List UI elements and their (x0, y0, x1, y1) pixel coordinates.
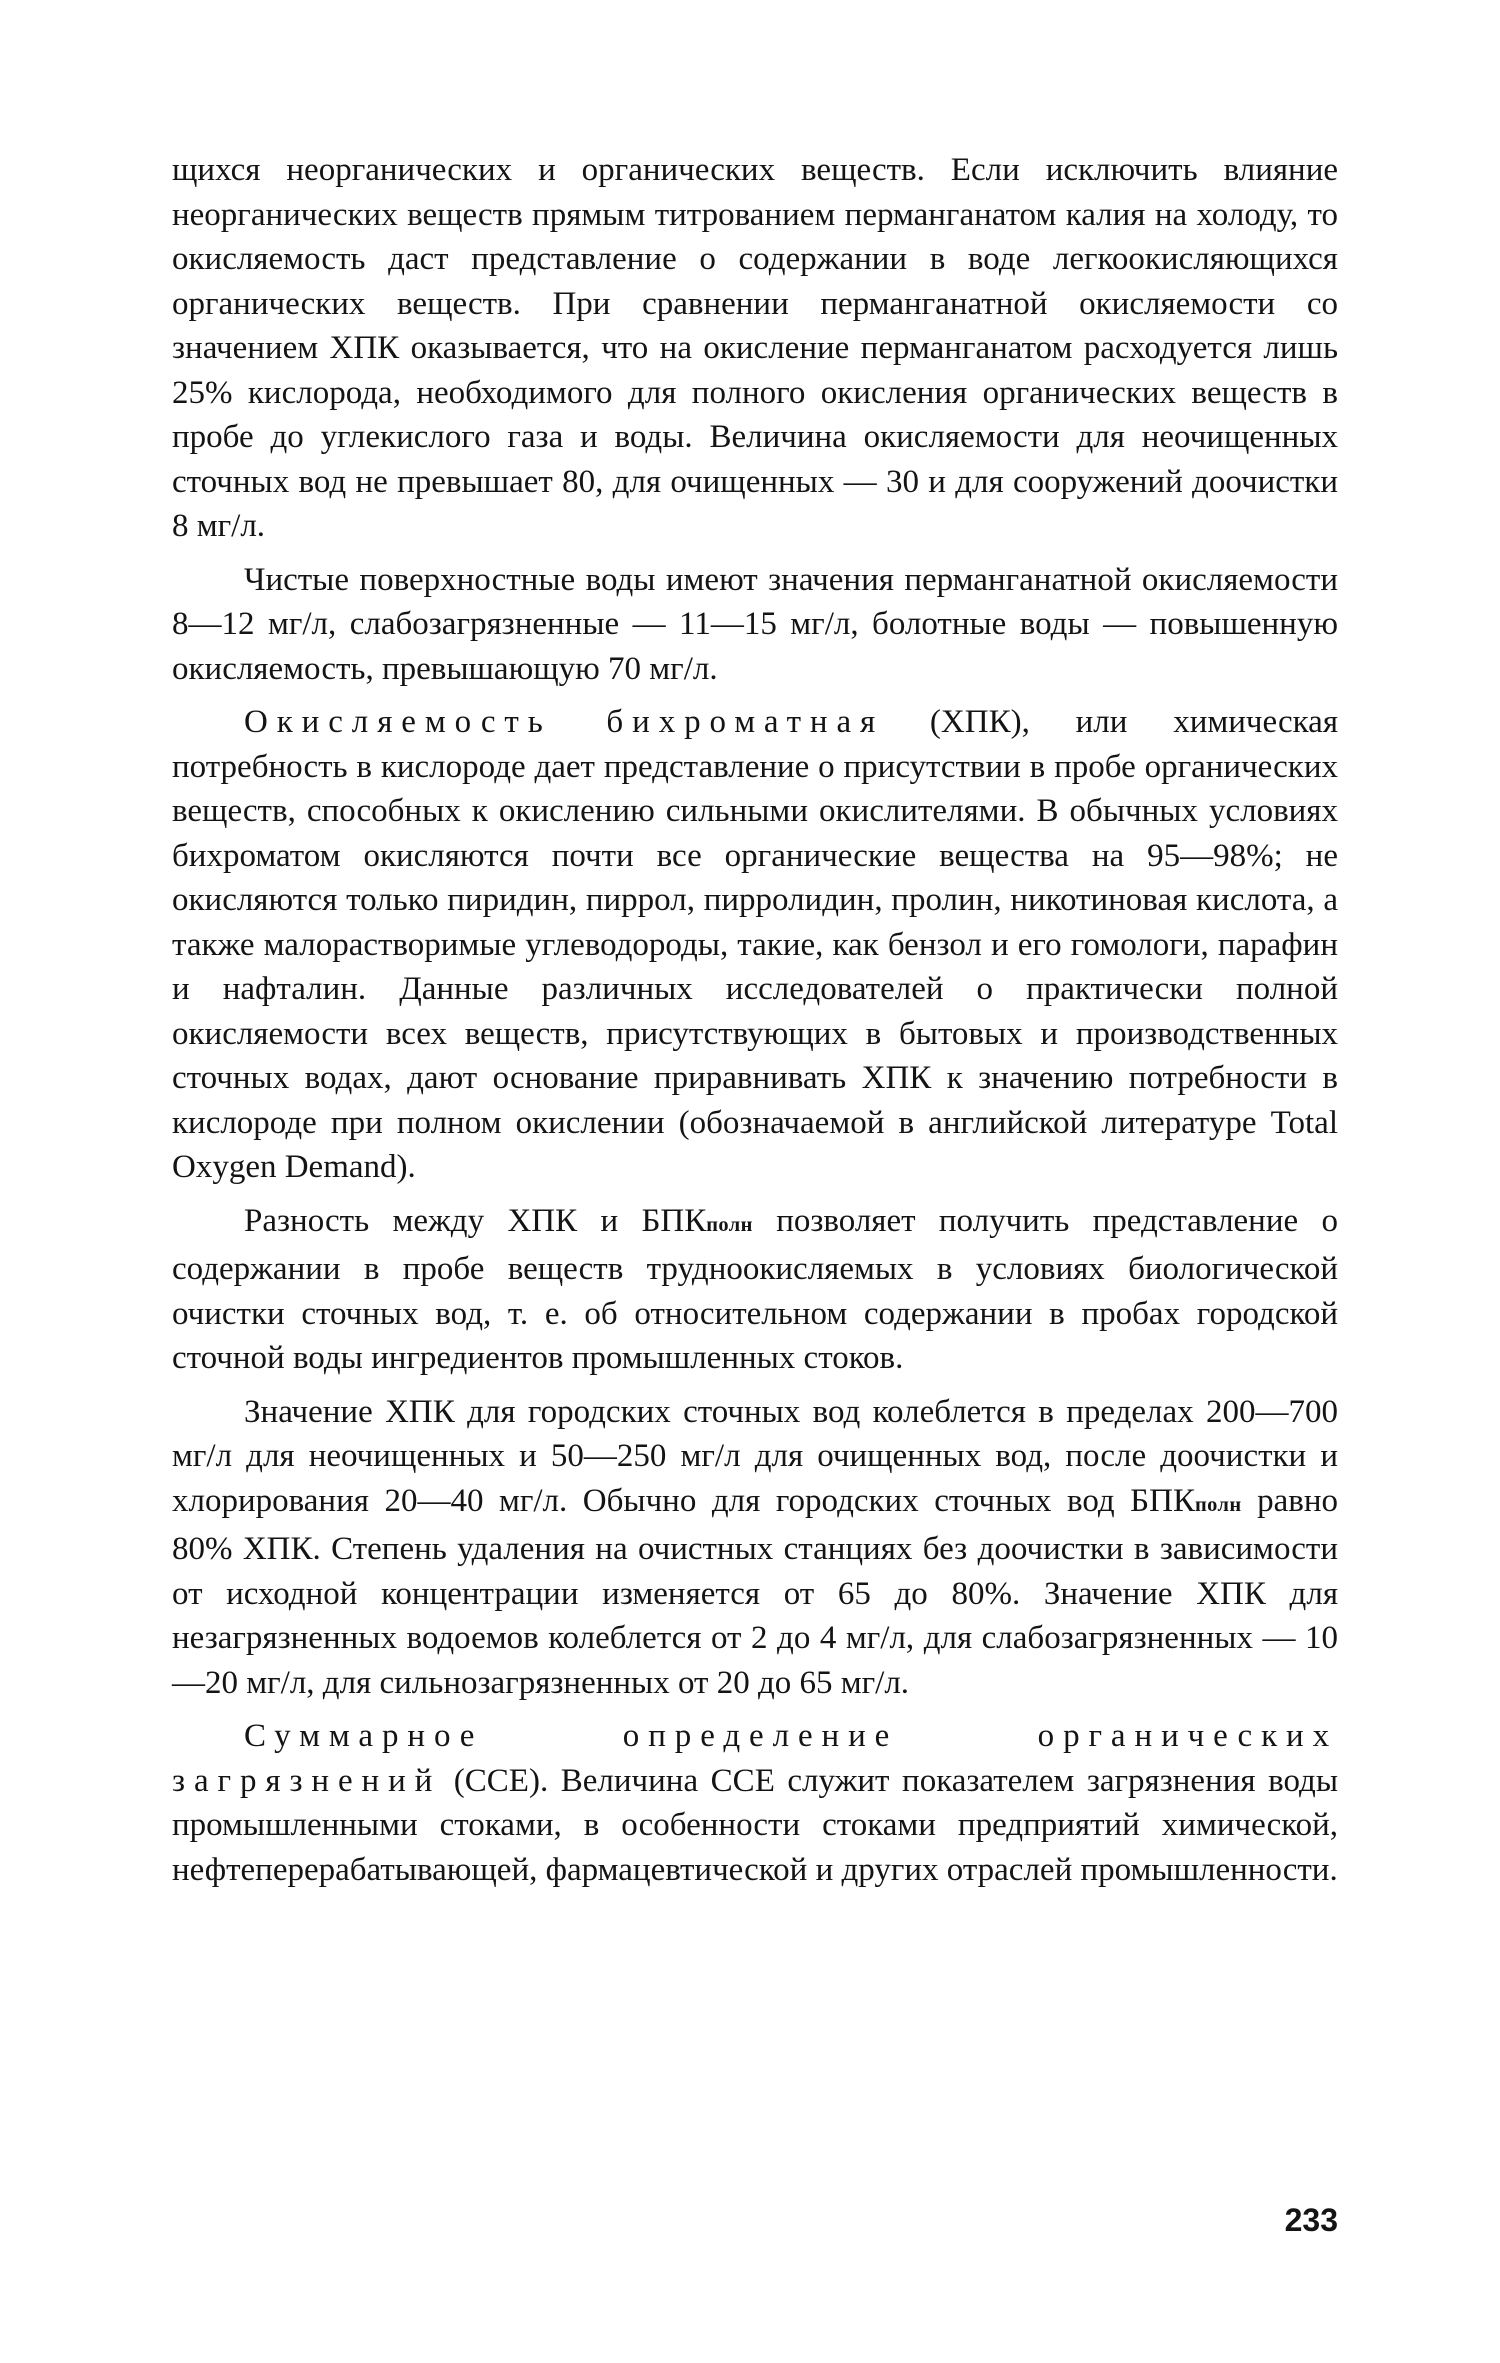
book-page (172, 148, 1339, 2238)
subscript-poln: полн (706, 1213, 753, 1236)
paragraph-total-organic-pollution (172, 1714, 1338, 1892)
paragraph-text: равно 80% ХПК. Степень удаления на очистных станциях без доочистки в зависимости от исходной концентрации изменяется от 65 до 80%. Значение ХПК для незагрязненных водоемов колеблется от 2 до 4 мг/л, для слабозагрязненных — 10—20 мг/л, для сильнозагрязненных от 20 до 65 мг/л. (172, 1482, 1338, 1701)
paragraph-text: позволяет получить представление о содержании в пробе веществ трудноокисляемых в условиях биологической очистки сточных вод, т. е. об относительном содержании в пробах городской сточной воды ингредиентов промышленных стоков. (172, 1202, 1338, 1376)
paragraph-text: Разность между ХПК и БПК (244, 1202, 707, 1239)
paragraph-text: Значение ХПК для городских сточных вод колеблется в пределах 200—700 мг/л для неочищенных и 50—250 мг/л для очищенных вод, после доочистки и хлорирования 20—40 мг/л. Обычно для городских сточных вод БПК (172, 1393, 1338, 1519)
paragraph-text: щихся неорганических и органических веществ. Если исключить влияние неорганических веществ прямым титрованием перманганатом калия на холоду, то окисляемость даст представление о содержании в воде легкоокисляющихся органических веществ. При сравнении перманганатной окисляемости со значением ХПК оказывается, что на окисление перманганатом расходуется лишь 25% кислорода, необходимого для полного окисления органических веществ в пробе до углекислого газа и воды. Величина окисляемости для неочищенных сточных вод не превышает 80, для очищенных — 30 и для сооружений доочистки 8 мг/л. (172, 152, 1338, 544)
paragraph-surface-water-values (172, 558, 1338, 692)
spaced-term: Окисляемость бихроматная (244, 704, 885, 740)
page-number: 233 (1284, 2202, 1338, 2238)
spaced-term: Суммарное определение органических загрязнений (172, 1718, 1338, 1799)
subscript-poln: полн (1194, 1493, 1242, 1516)
paragraph-text: (ССЕ). Величина ССЕ служит показателем загрязнения воды промышленными стоками, в особенности стоками предприятий химической, нефтеперерабатывающей, фармацевтической и других отраслей промышленности. (172, 1762, 1338, 1888)
paragraph-cod-municipal-values (172, 1390, 1338, 1706)
paragraph-dichromate-oxidability (172, 700, 1338, 1190)
paragraph-text: (ХПК), или химическая потребность в кислороде дает представление о присутствии в пробе органических веществ, способных к окислению сильными окислителями. В обычных условиях бихроматом окисляются почти все органические вещества на 95—98%; не окисляются только пиридин, пиррол, пирролидин, пролин, никотиновая кислота, а также малорастворимые углеводороды, такие, как бензол и его гомологи, парафин и нафталин. Данные различных исследователей о практически полной окисляемости всех веществ, присутствующих в бытовых и производственных сточных водах, дают основание приравнивать ХПК к значению потребности в кислороде при полном окислении (обозначаемой в английской литературе Total Oxygen Demand). (172, 704, 1339, 1185)
paragraph-cod-bod-difference (172, 1199, 1338, 1381)
paragraph-text: Чистые поверхностные воды имеют значения перманганатной окисляемости 8—12 мг/л, слабозагрязненные — 11—15 мг/л, болотные воды — повышенную окисляемость, превышающую 70 мг/л. (172, 561, 1338, 687)
paragraph-permanganate-oxidability-continued (172, 148, 1338, 549)
